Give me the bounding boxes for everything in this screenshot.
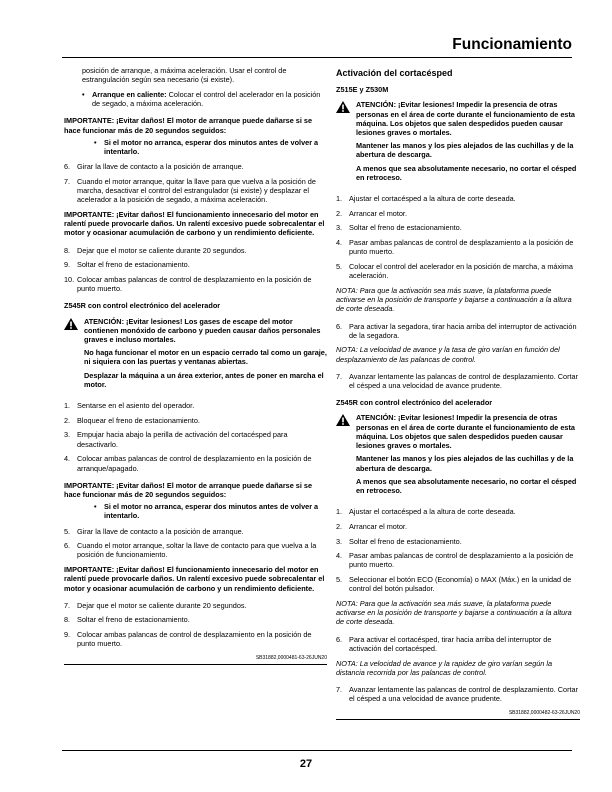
list-item: 9. Soltar el freno de estacionamiento.: [64, 260, 190, 270]
list-item: 8. Dejar que el motor se caliente durante 20 segundos.: [64, 245, 247, 255]
list-item: 5. Seleccionar el botón ECO (Economía) o MAX (Máx.) en la unidad de control del botón pulsador.: [336, 575, 572, 594]
bullet-item: • Si el motor no arranca, esperar dos minutos antes de volver a intentarlo.: [94, 502, 319, 521]
list-item: 5. Colocar el control del acelerador en la posición de marcha, a máxima aceleración.: [336, 262, 573, 281]
section-subheading: Z545R con control electrónico del acelerador: [336, 398, 493, 408]
bullet-item: • Arranque en caliente: Colocar el control del acelerador en la posición de segado, a máxima aceleración.: [82, 89, 321, 109]
warning-icon: [336, 413, 356, 499]
list-item: 3. Soltar el freno de estacionamiento.: [336, 536, 462, 546]
note: NOTA: Para que la activación sea más suave, la plataforma puede activarse en la posición de transporte y bajarse a continuación a la altura de corte deseada.: [336, 285, 572, 314]
list-item: 6. Girar la llave de contacto a la posición de arranque.: [64, 162, 244, 172]
list-item: 3. Soltar el freno de estacionamiento.: [336, 223, 462, 233]
section-subheading: Z515E y Z530M: [336, 85, 389, 95]
list-item: 8. Soltar el freno de estacionamiento.: [64, 615, 190, 625]
reference-code: SB31882,0000481-63-26JUN20: [255, 655, 327, 662]
list-item: 7. Avanzar lentamente las palancas de control de desplazamiento. Cortar el césped a una velocidad de avance prudente.: [336, 371, 579, 391]
list-item: 5. Girar la llave de contacto a la posición de arranque.: [64, 526, 244, 536]
list-item: 4. Pasar ambas palancas de control de desplazamiento a la posición de punto muerto.: [336, 238, 574, 257]
warning-block: ATENCIÓN: ¡Evitar lesiones! Los gases de escape del motor contienen monóxido de carbono y pueden causar daños personales graves e incluso mortales. No haga funcionar el motor en un espacio cerrado tal como un garaje, ni siquiera con las puertas y ventanas abiertas. Desplazar la máquina a un área exterior, antes de poner en marcha el motor.: [64, 317, 327, 393]
list-item: 2. Arrancar el motor.: [336, 521, 407, 531]
list-item: 10. Colocar ambas palancas de control de desplazamiento en la posición de punto muerto.: [64, 274, 312, 294]
reference-rule: [336, 719, 580, 720]
bullet-icon: •: [82, 89, 85, 99]
bullet-item: • Si el motor no arranca, esperar dos minutos antes de volver a intentarlo.: [94, 137, 319, 156]
warning-icon: [64, 317, 84, 393]
list-item: 7. Cuando el motor arranque, quitar la llave para que vuelva a la posición de marcha, desactivar el control del estrangulador (si existe) y desplazar el acelerador a la posición de segado, a máxima aceleración.: [64, 176, 316, 205]
list-item: 9. Colocar ambas palancas de control de desplazamiento en la posición de punto muerto.: [64, 630, 312, 649]
paragraph: posición de arranque, a máxima aceleración. Usar el control de estrangulación según sea necesario (si existe).: [82, 66, 287, 85]
note: NOTA: Para que la activación sea más suave, la plataforma puede activarse en la posición de transporte y bajarse a continuación a la altura de corte deseada.: [336, 599, 572, 627]
list-item: 1. Sentarse en el asiento del operador.: [64, 400, 195, 410]
important-note: IMPORTANTE: ¡Evitar daños! El funcionamiento innecesario del motor en ralentí puede provocarle daños. Un ralentí excesivo puede sobrecalentar el motor y ocasionar acumulación de carbono y un rendimiento deficiente.: [64, 209, 325, 238]
list-item: 1. Ajustar el cortacésped a la altura de corte deseada.: [336, 507, 516, 517]
list-item: 6. Para activar la segadora, tirar hacia arriba del interruptor de activación de la segadora.: [336, 321, 577, 340]
right-column: [336, 66, 580, 720]
list-item: 2. Arrancar el motor.: [336, 208, 407, 218]
left-column: [64, 66, 327, 665]
important-note: IMPORTANTE: ¡Evitar daños! El motor de arranque puede dañarse si se hace funcionar más de 20 segundos seguidos: • Si el motor no arranca, esperar dos minutos antes de volver a intentarlo.: [64, 116, 327, 156]
bullet-icon: •: [94, 137, 97, 147]
list-item: 7. Avanzar lentamente las palancas de control de desplazamiento. Cortar el césped a una velocidad de avance prudente.: [336, 684, 579, 704]
important-note: IMPORTANTE: ¡Evitar daños! El motor de arranque puede dañarse si se hace funcionar más de 20 segundos seguidos: • Si el motor no arranca, esperar dos minutos antes de volver a intentarlo.: [64, 481, 327, 521]
section-heading: Activación del cortacésped: [336, 68, 453, 78]
page-number: 27: [299, 758, 313, 770]
reference-code: SB31882,0000482-63-26JUN20: [508, 709, 580, 716]
warning-block: ATENCIÓN: ¡Evitar lesiones! Impedir la presencia de otras personas en el área de corte durante el funcionamiento de esta máquina. Los objetos que salen despedidos pueden causar lesiones graves o mortales. Mantener las manos y los pies alejados de las cuchillas y de la abertura de descarga. A menos que sea absolutamente necesario, no cortar el césped en retroceso.: [336, 413, 580, 499]
page-title: Funcionamiento: [452, 36, 572, 53]
bullet-icon: •: [94, 502, 97, 512]
section-subheading: Z545R con control electrónico del acelerador: [64, 301, 221, 311]
reference-rule: [64, 664, 327, 665]
header-rule: [62, 57, 572, 58]
list-item: 6. Para activar el cortacésped, tirar hacia arriba del interruptor de activación del cortacésped.: [336, 634, 552, 653]
list-item: 6. Cuando el motor arranque, soltar la llave de contacto para que vuelva a la posición de funcionamiento.: [64, 541, 317, 560]
note: NOTA: La velocidad de avance y la tasa de giro varían en función del desplazamiento de las palancas de control.: [336, 345, 560, 364]
list-item: 3. Empujar hacia abajo la perilla de activación del cortacésped para desactivarlo.: [64, 430, 288, 449]
list-item: 1. Ajustar el cortacésped a la altura de corte deseada.: [336, 194, 516, 204]
important-note: IMPORTANTE: ¡Evitar daños! El funcionamiento innecesario del motor en ralentí puede provocarle daños. Un ralentí excesivo puede sobrecalentar el motor y ocasionar acumulación de carbono y un rendimiento deficiente.: [64, 565, 325, 593]
warning-icon: [336, 100, 356, 186]
warning-block: ATENCIÓN: ¡Evitar lesiones! Impedir la presencia de otras personas en el área de corte durante el funcionamiento de esta máquina. Los objetos que salen despedidos pueden causar lesiones graves o mortales. Mantener las manos y los pies alejados de las cuchillas y de la abertura de descarga. A menos que sea absolutamente necesario, no cortar el césped en retroceso.: [336, 100, 580, 186]
list-item: 4. Colocar ambas palancas de control de desplazamiento en la posición de arranque/apagado.: [64, 454, 312, 473]
list-item: 2. Bloquear el freno de estacionamiento.: [64, 415, 200, 425]
list-item: 4. Pasar ambas palancas de control de desplazamiento a la posición de punto muerto.: [336, 551, 574, 570]
list-item: 7. Dejar que el motor se caliente durante 20 segundos.: [64, 600, 247, 610]
note: NOTA: La velocidad de avance y la rapidez de giro varían según la distancia recorrida por las palancas de control.: [336, 658, 553, 677]
footer-rule: [62, 750, 572, 751]
